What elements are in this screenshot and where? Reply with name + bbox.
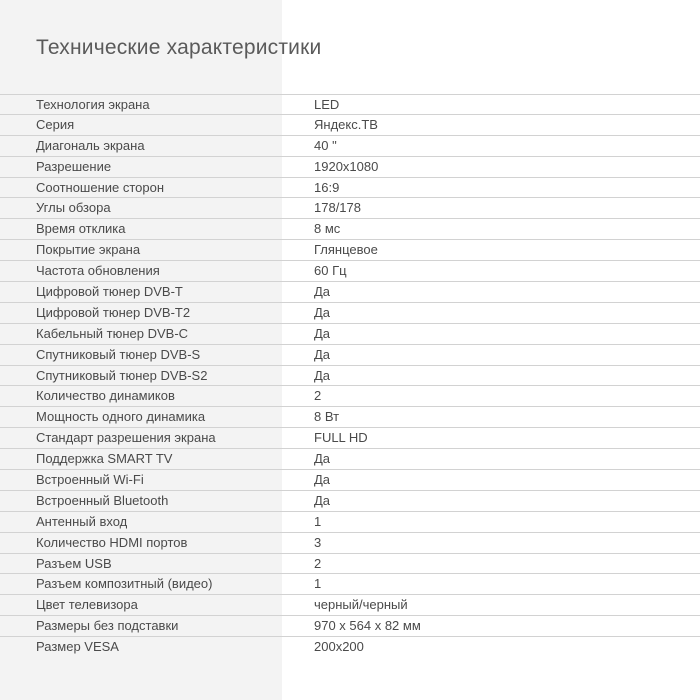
spec-label: Соотношение сторон (36, 179, 165, 195)
specs-table (0, 94, 700, 658)
spec-row (0, 240, 700, 261)
spec-label: Частота обновления (36, 263, 160, 279)
spec-row (0, 470, 700, 491)
spec-row (0, 324, 700, 345)
spec-value: 2 (314, 555, 322, 571)
spec-row (0, 261, 700, 282)
spec-row (0, 491, 700, 512)
spec-row (0, 136, 700, 157)
spec-value: 1920x1080 (314, 158, 379, 174)
spec-value: 1 (314, 576, 322, 592)
spec-label: Встроенный Bluetooth (36, 492, 169, 508)
spec-value: Да (314, 472, 331, 488)
spec-value: черный/черный (314, 597, 408, 613)
spec-row (0, 219, 700, 240)
spec-label: Количество HDMI портов (36, 534, 188, 550)
spec-value: 8 мс (314, 221, 341, 237)
spec-label: Цвет телевизора (36, 597, 138, 613)
spec-row (0, 282, 700, 303)
spec-value: Да (314, 284, 331, 300)
spec-value: 200x200 (314, 639, 364, 655)
spec-label: Кабельный тюнер DVB-C (36, 325, 189, 341)
spec-value: Глянцевое (314, 242, 378, 258)
spec-label: Диагональ экрана (36, 137, 145, 153)
spec-label: Количество динамиков (36, 388, 175, 404)
spec-value: 40 " (314, 137, 337, 153)
spec-label: Стандарт разрешения экрана (36, 430, 216, 446)
spec-row (0, 428, 700, 449)
spec-label: Спутниковый тюнер DVB-S2 (36, 367, 208, 383)
spec-row (0, 198, 700, 219)
spec-value: Да (314, 367, 331, 383)
spec-label: Углы обзора (36, 200, 111, 216)
spec-row (0, 449, 700, 470)
spec-row (0, 574, 700, 595)
spec-value: Да (314, 304, 331, 320)
spec-label: Покрытие экрана (36, 242, 141, 258)
spec-value: 970 x 564 x 82 мм (314, 618, 421, 634)
spec-label: Антенный вход (36, 513, 128, 529)
spec-value: 60 Гц (314, 263, 347, 279)
spec-label: Цифровой тюнер DVB-T (36, 284, 183, 300)
spec-label: Размеры без подставки (36, 618, 179, 634)
spec-value: LED (314, 97, 340, 112)
spec-label: Разъем композитный (видео) (36, 576, 213, 592)
spec-row (0, 386, 700, 407)
spec-row (0, 178, 700, 199)
spec-row (0, 512, 700, 533)
spec-row (0, 115, 700, 136)
spec-label: Мощность одного динамика (36, 409, 206, 425)
spec-row (0, 94, 700, 115)
spec-row (0, 554, 700, 575)
spec-value: Да (314, 325, 331, 341)
spec-value: Да (314, 451, 331, 467)
spec-value: 3 (314, 534, 322, 550)
spec-value: Да (314, 492, 331, 508)
spec-label: Разъем USB (36, 555, 112, 571)
spec-label: Серия (36, 116, 75, 132)
spec-label: Размер VESA (36, 639, 119, 655)
spec-value: 16:9 (314, 179, 340, 195)
spec-label: Технология экрана (36, 97, 150, 112)
spec-row (0, 303, 700, 324)
spec-row (0, 157, 700, 178)
spec-row (0, 637, 700, 658)
spec-value: 2 (314, 388, 322, 404)
spec-label: Спутниковый тюнер DVB-S (36, 346, 201, 362)
page-title: Технические характеристики (36, 36, 322, 59)
spec-row (0, 345, 700, 366)
spec-label: Поддержка SMART TV (36, 451, 173, 467)
spec-row (0, 616, 700, 637)
spec-row (0, 595, 700, 616)
spec-value: 178/178 (314, 200, 361, 216)
spec-label: Время отклика (36, 221, 126, 237)
spec-label: Разрешение (36, 158, 112, 174)
spec-value: 1 (314, 513, 322, 529)
spec-row (0, 366, 700, 387)
spec-value: Да (314, 346, 331, 362)
spec-label: Встроенный Wi-Fi (36, 472, 144, 488)
spec-row (0, 533, 700, 554)
spec-value: Яндекс.ТВ (314, 116, 378, 132)
spec-value: 8 Вт (314, 409, 340, 425)
spec-value: FULL HD (314, 430, 368, 446)
spec-label: Цифровой тюнер DVB-T2 (36, 304, 191, 320)
spec-row (0, 407, 700, 428)
